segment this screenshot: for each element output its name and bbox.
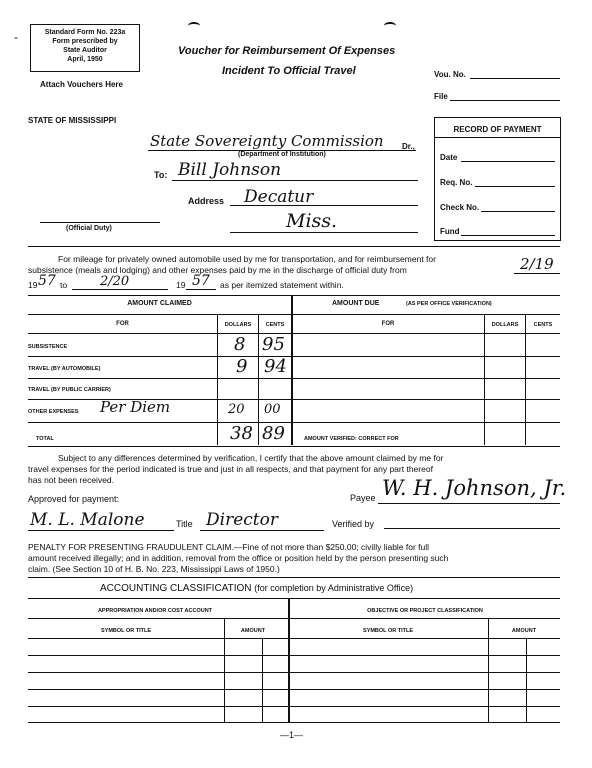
form-number: Standard Form No. 223a — [44, 29, 126, 36]
approver-line[interactable] — [28, 530, 174, 531]
accounting-rule — [28, 618, 560, 619]
state-label: STATE OF MISSISSIPPI — [28, 116, 117, 125]
verified-by-line[interactable] — [384, 528, 560, 529]
appropriation-header: APPROPRIATION AND/OR COST ACCOUNT — [97, 608, 213, 614]
mileage-text-2: subsistence (meals and lodging) and other expenses paid by me in the discharge of official duty from — [28, 265, 407, 275]
official-duty-line[interactable] — [40, 222, 160, 223]
form-prescription-box — [30, 24, 140, 72]
verified-by-label: Verified by — [332, 519, 375, 529]
payee-label: Payee — [350, 493, 376, 503]
address-line[interactable] — [230, 205, 418, 206]
dash-mark: - — [14, 30, 18, 44]
symbol-title-left: SYMBOL OR TITLE — [100, 628, 151, 634]
penalty-text-3: claim. (See Section 10 of H. B. No. 223, Mississippi Laws of 1950.) — [28, 564, 280, 574]
symbol-title-right: SYMBOL OR TITLE — [362, 628, 413, 634]
voucher-subtitle: Incident To Official Travel — [222, 65, 356, 77]
department-handwritten: State Sovereignty Commission — [150, 132, 384, 150]
certify-text-3: has not been received. — [28, 475, 115, 485]
voucher-title: Voucher for Reimbursement Of Expenses — [178, 45, 396, 57]
due-for-header: FOR — [381, 321, 395, 327]
claimed-cents-header: CENTS — [265, 322, 285, 328]
mileage-suffix: as per itemized statement within. — [220, 280, 344, 290]
row-rule — [28, 378, 560, 379]
address-label: Address — [188, 196, 225, 206]
amount-due-note: (AS PER OFFICE VERIFICATION) — [406, 301, 492, 307]
payee-line[interactable] — [378, 503, 560, 504]
amount-due-header: AMOUNT DUE — [332, 300, 380, 307]
record-of-payment-box — [434, 117, 561, 241]
record-title: RECORD OF PAYMENT — [453, 125, 542, 134]
accounting-title — [100, 583, 413, 594]
record-req-field[interactable] — [475, 186, 555, 187]
amount-claimed-header: AMOUNT CLAIMED — [127, 300, 192, 307]
certify-text-1: Subject to any differences determined by verification, I certify that the above amount claimed by me for — [58, 453, 444, 463]
row-label-total: TOTAL — [36, 436, 54, 442]
amount-right: AMOUNT — [511, 628, 537, 634]
title-label: Title — [176, 519, 193, 529]
row-label-travel-auto: TRAVEL (BY AUTOMOBILE) — [28, 366, 101, 372]
year-b-handwritten: 57 — [192, 273, 210, 289]
subsistence-cents: 95 — [262, 334, 285, 355]
vou-label: Vou. No. — [434, 70, 466, 79]
mileage-text-1: For mileage for privately owned automobile used by me for transportation, and for reimbursement for — [58, 254, 436, 264]
accounting-col-divider-main — [288, 598, 290, 722]
to-word: to — [60, 280, 68, 290]
accounting-col-divider — [224, 618, 225, 722]
to-line[interactable] — [172, 180, 418, 181]
accounting-row-rule[interactable] — [28, 689, 560, 690]
to-date-handwritten: 2/20 — [100, 274, 130, 289]
total-dollars: 38 — [230, 423, 253, 444]
certify-text-2: travel expenses for the period indicated is true and just in all respects, and that payment for any part thereof — [28, 464, 433, 474]
claimed-for-header: FOR — [116, 321, 129, 327]
total-cents: 89 — [262, 423, 285, 444]
section-rule — [28, 246, 560, 247]
year-prefix-a: 19 — [28, 280, 38, 290]
record-check-label: Check No. — [440, 203, 480, 212]
punch-hole-mark — [188, 22, 200, 30]
punch-hole-mark — [384, 22, 396, 30]
accounting-rule — [28, 598, 560, 599]
accounting-row-rule[interactable] — [28, 655, 560, 656]
penalty-text-2: amount received illegally; and in addition, removal from the office or position held by the person presenting such — [28, 553, 449, 563]
row-rule — [28, 356, 560, 357]
row-label-travel-public: TRAVEL (BY PUBLIC CARRIER) — [28, 387, 111, 393]
approved-label: Approved for payment: — [28, 494, 120, 504]
record-date-field[interactable] — [461, 161, 555, 162]
from-date-line[interactable] — [514, 273, 560, 274]
form-auditor: State Auditor — [63, 47, 107, 54]
from-date-handwritten: 2/19 — [520, 255, 554, 273]
page-number: —1— — [280, 730, 304, 740]
accounting-row-rule[interactable] — [28, 706, 560, 707]
claimed-dollars-header: DOLLARS — [224, 322, 252, 328]
payee-signature: W. H. Johnson, Jr. — [382, 476, 567, 500]
accounting-col-divider — [488, 618, 489, 722]
title-handwritten: Director — [206, 510, 278, 530]
record-title-rule — [435, 137, 560, 138]
year-prefix-b: 19 — [176, 280, 186, 290]
other-expenses-handwritten: Per Diem — [100, 398, 171, 416]
travel-auto-dollars: 9 — [236, 356, 248, 377]
attach-note: Attach Vouchers Here — [40, 80, 123, 89]
due-dollars-header: DOLLARS — [491, 322, 519, 328]
accounting-rule — [28, 638, 560, 639]
objective-header: OBJECTIVE OR PROJECT CLASSIFICATION — [367, 608, 483, 614]
form-date: April, 1950 — [67, 56, 103, 63]
department-caption: (Department of Institution) — [238, 151, 326, 158]
address-line-2[interactable] — [230, 232, 418, 233]
accounting-col-divider — [262, 638, 263, 722]
form-prescribed: Form prescribed by — [52, 38, 118, 45]
record-req-label: Req. No. — [440, 178, 473, 187]
to-handwritten: Bill Johnson — [178, 160, 282, 180]
row-rule — [28, 422, 560, 423]
record-fund-label: Fund — [440, 227, 460, 236]
year-a-handwritten: 57 — [38, 273, 56, 289]
approver-signature: M. L. Malone — [30, 510, 145, 530]
due-cents-header: CENTS — [533, 322, 553, 328]
accounting-bottom-rule — [28, 722, 560, 723]
file-label: File — [434, 92, 448, 101]
year-b-line[interactable] — [186, 289, 216, 290]
to-date-line[interactable] — [72, 289, 168, 290]
official-duty-caption: (Official Duty) — [66, 225, 112, 232]
penalty-text-1: PENALTY FOR PRESENTING FRAUDULENT CLAIM.—Fine of not more than $250.00; civilly liable for full — [28, 542, 430, 552]
row-rule — [28, 314, 560, 315]
other-dollars: 20 — [228, 402, 245, 417]
record-fund-field[interactable] — [461, 235, 555, 236]
to-label: To: — [154, 170, 168, 180]
title-line[interactable] — [200, 530, 324, 531]
row-rule — [28, 333, 560, 334]
file-field[interactable] — [450, 100, 560, 101]
accounting-row-rule[interactable] — [28, 672, 560, 673]
accounting-subtitle: (for completion by Administrative Office) — [254, 583, 414, 593]
amount-verified-label: AMOUNT VERIFIED: CORRECT FOR — [304, 436, 399, 442]
address-handwritten: Decatur — [244, 187, 314, 207]
travel-auto-cents: 94 — [264, 356, 287, 377]
accounting-top-rule — [28, 577, 560, 578]
vou-field[interactable] — [470, 78, 560, 79]
other-cents: 00 — [264, 402, 281, 417]
accounting-col-divider — [526, 638, 527, 722]
row-label-other: OTHER EXPENSES — [28, 409, 79, 415]
accounting-title-main: ACCOUNTING CLASSIFICATION — [100, 583, 252, 594]
subsistence-dollars: 8 — [234, 334, 246, 355]
amount-left: AMOUNT — [240, 628, 266, 634]
expense-table — [28, 295, 560, 447]
dr-label: Dr., — [402, 142, 415, 151]
record-check-field[interactable] — [481, 211, 555, 212]
address-handwritten-state: Miss. — [286, 210, 338, 232]
row-label-subsistence: SUBSISTENCE — [28, 344, 68, 350]
record-date-label: Date — [440, 153, 458, 162]
